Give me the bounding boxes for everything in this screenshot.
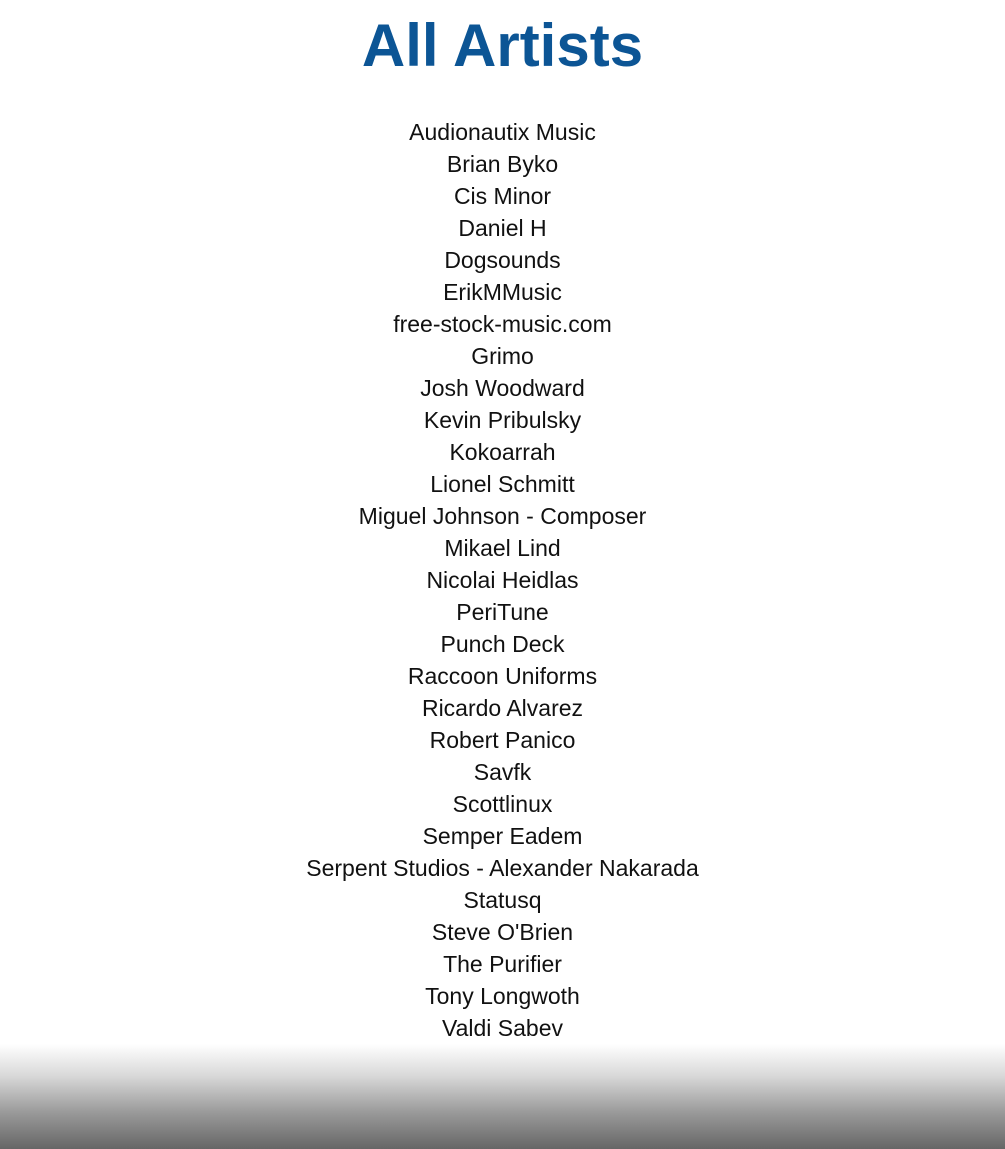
artist-item-punch-deck[interactable]: Punch Deck: [440, 631, 565, 657]
artist-item-erikmmusic[interactable]: ErikMMusic: [443, 279, 562, 305]
bottom-fade-overlay: [0, 1044, 1005, 1149]
artist-item-the-purifier[interactable]: The Purifier: [443, 951, 562, 977]
artist-item-steve-obrien[interactable]: Steve O'Brien: [431, 919, 574, 945]
artist-item-serpent-studios[interactable]: Serpent Studios - Alexander Nakarada: [306, 855, 699, 881]
artist-item-valdi-sabev[interactable]: Valdi Sabev: [441, 1015, 564, 1041]
artist-item-peritune[interactable]: PeriTune: [456, 599, 549, 625]
artist-item-robert-panico[interactable]: Robert Panico: [429, 727, 576, 753]
page-title: All Artists: [361, 12, 644, 79]
artist-item-daniel-h[interactable]: Daniel H: [458, 215, 547, 241]
artist-item-kevin-pribulsky[interactable]: Kevin Pribulsky: [423, 407, 582, 433]
artist-item-tony-longwoth[interactable]: Tony Longwoth: [425, 983, 580, 1009]
artist-item-semper-eadem[interactable]: Semper Eadem: [422, 823, 583, 849]
artist-list: [0, 116, 1005, 1044]
artist-item-kokoarrah[interactable]: Kokoarrah: [449, 439, 556, 465]
artist-item-josh-woodward[interactable]: Josh Woodward: [420, 375, 585, 401]
artist-item-cis-minor[interactable]: Cis Minor: [453, 183, 552, 209]
artist-item-grimo[interactable]: Grimo: [471, 343, 534, 369]
artist-item-mikael-lind[interactable]: Mikael Lind: [444, 535, 561, 561]
artist-item-brian-byko[interactable]: Brian Byko: [446, 151, 559, 177]
artist-item-lionel-schmitt[interactable]: Lionel Schmitt: [430, 471, 575, 497]
artist-item-raccoon-uniforms[interactable]: Raccoon Uniforms: [407, 663, 598, 689]
artist-item-statusq[interactable]: Statusq: [463, 887, 542, 913]
artist-item-scottlinux[interactable]: Scottlinux: [452, 791, 553, 817]
artist-item-audionautix-music[interactable]: Audionautix Music: [409, 119, 596, 145]
artist-item-miguel-johnson[interactable]: Miguel Johnson - Composer: [358, 503, 647, 529]
artist-item-dogsounds[interactable]: Dogsounds: [444, 247, 561, 273]
artist-item-nicolai-heidlas[interactable]: Nicolai Heidlas: [426, 567, 579, 593]
artist-item-free-stock-music[interactable]: free-stock-music.com: [393, 311, 612, 337]
artist-item-ricardo-alvarez[interactable]: Ricardo Alvarez: [421, 695, 584, 721]
artist-item-savfk[interactable]: Savfk: [473, 759, 532, 785]
